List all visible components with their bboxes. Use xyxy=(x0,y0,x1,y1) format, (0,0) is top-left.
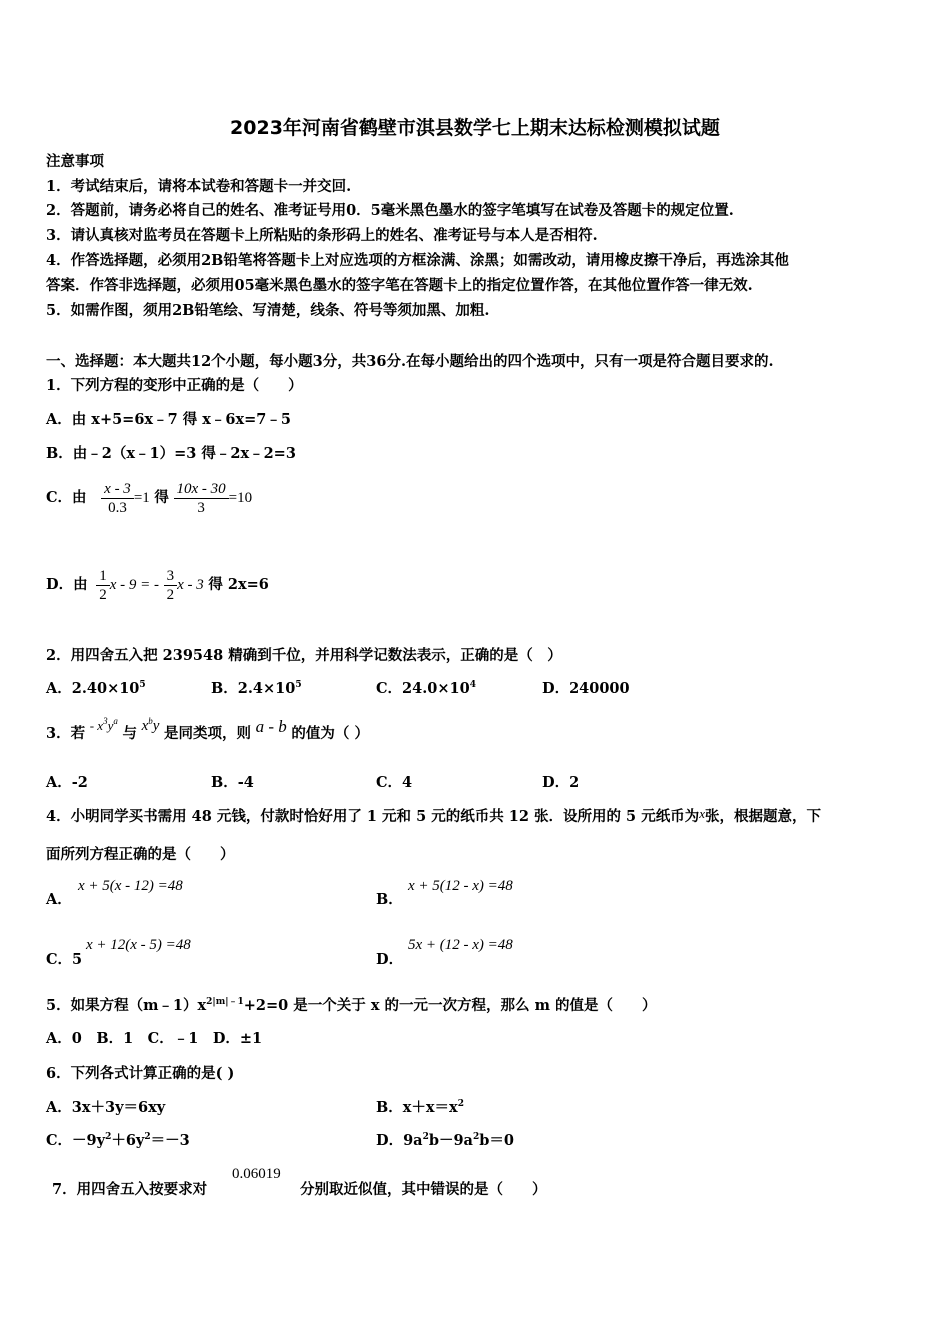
notice-item: 2．答题前，请务必将自己的姓名、准考证号用0．5毫米黑色墨水的签字笔填写在试卷及答题卡的规定位置. xyxy=(46,202,734,219)
q2-option-d: D．240000 xyxy=(542,680,630,697)
q6-c-b: ＋6y xyxy=(111,1132,145,1149)
notice-item: 4．作答选择题，必须用2B铅笔将答题卡上对应选项的方框涂满、涂黑；如需改动，请用橡皮擦干净后，再选涂其他 xyxy=(46,252,789,269)
q1-d-suffix: 得 2x=6 xyxy=(208,576,269,593)
q4-option-b-expr: x + 5(12 - x) =48 xyxy=(408,878,513,894)
q4-line1-b: 张，根据题意，下 xyxy=(704,808,821,825)
q4-option-a-label: A． xyxy=(46,891,72,908)
q1-option-b: B．由﹣2（x﹣1）=3 得﹣2x﹣2=3 xyxy=(46,445,296,462)
q1-d-prefix: D．由 xyxy=(46,576,88,593)
q6-d-c: b＝0 xyxy=(479,1132,514,1149)
q1-d-f1-den: 2 xyxy=(99,586,107,603)
question-2-stem: 2．用四舍五入把 239548 精确到千位，并用科学记数法表示，正确的是（ ） xyxy=(46,647,562,664)
question-5-stem xyxy=(46,996,656,1016)
q3-option-d: D．2 xyxy=(542,774,580,791)
q1-d-f1-num: 1 xyxy=(96,567,110,586)
q3-and: 与 xyxy=(122,725,137,742)
q7-number: 0.06019 xyxy=(232,1166,281,1182)
q3-term1-mid: y xyxy=(107,718,114,733)
q6-d-a: D．9a xyxy=(376,1132,423,1149)
q1-c-f2-den: 3 xyxy=(197,499,205,516)
q3-term1-exp1: 3 xyxy=(103,716,108,726)
question-3-stem xyxy=(46,716,369,751)
q2-option-b xyxy=(211,679,302,699)
q3-term1-exp2: a xyxy=(113,716,118,726)
question-4-stem-cont: 面所列方程正确的是（ ） xyxy=(46,846,235,863)
q3-prefix: 3．若 xyxy=(46,725,86,742)
q6-c-exp1: 2 xyxy=(105,1132,112,1142)
q5-options: A．0 B．1 C．﹣1 D．±1 xyxy=(46,1030,263,1047)
question-1-stem: 1．下列方程的变形中正确的是（ ） xyxy=(46,377,303,394)
notice-heading: 注意事项 xyxy=(46,153,104,170)
q6-d-b: b－9a xyxy=(428,1132,473,1149)
q1-c-eq2: =10 xyxy=(228,490,253,506)
q2-a-exp: 5 xyxy=(139,680,146,690)
q6-option-a: A．3x＋3y＝6xy xyxy=(46,1099,166,1116)
q2-a-base: A．2.40×10 xyxy=(46,680,140,697)
q1-c-f2-num: 10x - 30 xyxy=(174,480,229,499)
q2-option-c xyxy=(376,679,476,699)
q3-term2-exp: b xyxy=(148,716,153,726)
q3-term2-base: x xyxy=(141,718,149,734)
q3-option-a: A．-2 xyxy=(46,774,88,791)
q4-option-d-expr: 5x + (12 - x) =48 xyxy=(408,937,513,953)
q4-option-c-expr: x + 12(x - 5) =48 xyxy=(86,937,191,953)
section-header: 一、选择题：本大题共12个小题，每小题3分，共36分.在每小题给出的四个选项中，只有一项是符合题目要求的. xyxy=(46,353,774,370)
notice-item: 3．请认真核对监考员在答题卡上所粘贴的条形码上的姓名、准考证号与本人是否相符. xyxy=(46,227,598,244)
q6-b-base: B．x＋x＝x xyxy=(376,1099,458,1116)
q1-option-a: A．由 x+5=6x﹣7 得 x﹣6x=7﹣5 xyxy=(46,411,291,428)
page-title: 2023年河南省鹤壁市淇县数学七上期末达标检测模拟试题 xyxy=(230,117,720,139)
q1-d-f2-num: 3 xyxy=(164,567,178,586)
q1-option-d xyxy=(46,565,269,605)
q1-d-fraction-1 xyxy=(96,567,110,604)
q1-c-fraction-2 xyxy=(174,480,229,517)
question-7-prefix: 7．用四舍五入按要求对 xyxy=(52,1181,208,1198)
question-7-suffix: 分别取近似值，其中错误的是（ ） xyxy=(300,1181,547,1198)
q4-option-c-label: C．5 xyxy=(46,951,83,968)
q3-option-b: B．-4 xyxy=(211,774,254,791)
q4-option-d-label: D． xyxy=(376,951,404,968)
q5-stem-exp: 2|m|﹣1 xyxy=(206,997,244,1007)
q1-d-f2-den: 2 xyxy=(166,586,175,603)
q1-d-tail-expr: x - 3 xyxy=(177,577,204,593)
q6-c-a: C．－9y xyxy=(46,1132,106,1149)
q4-var-x: x xyxy=(699,806,705,821)
q6-option-c xyxy=(46,1131,190,1151)
q1-c-prefix: C．由 xyxy=(46,489,87,506)
q3-expr: a - b xyxy=(255,717,287,736)
q4-option-b-label: B． xyxy=(376,891,403,908)
q6-d-exp1: 2 xyxy=(422,1132,429,1142)
q2-c-exp: 4 xyxy=(469,680,476,690)
q6-option-b xyxy=(376,1098,464,1118)
q1-c-f1-num: x - 3 xyxy=(101,480,134,499)
q1-c-fraction-1 xyxy=(101,480,134,517)
q2-c-base: C．24.0×10 xyxy=(376,680,470,697)
q3-term1-base: - x xyxy=(89,718,104,733)
q3-middle: 是同类项，则 xyxy=(164,725,252,742)
q6-c-c: ＝－3 xyxy=(150,1132,190,1149)
q6-b-exp: 2 xyxy=(457,1099,464,1109)
q5-stem-a: 5．如果方程（m﹣1）x xyxy=(46,997,207,1014)
q3-term1 xyxy=(90,718,118,733)
q3-suffix: 的值为（ ） xyxy=(291,725,369,742)
q3-term2-tail: y xyxy=(152,718,160,734)
q3-term2 xyxy=(142,718,160,734)
q2-b-exp: 5 xyxy=(295,680,302,690)
q6-d-exp2: 2 xyxy=(472,1132,480,1142)
q6-option-d xyxy=(376,1131,514,1151)
question-6-stem: 6．下列各式计算正确的是( ) xyxy=(46,1065,235,1082)
q3-option-c: C．4 xyxy=(376,774,413,791)
q4-option-a-expr: x + 5(x - 12) =48 xyxy=(78,878,183,894)
q4-line1-a: 4．小明同学买书需用 48 元钱，付款时恰好用了 1 元和 5 元的纸币共 12 张．设所用的 5 元纸币为 xyxy=(46,808,700,825)
q2-b-base: B．2.4×10 xyxy=(211,680,296,697)
notice-item: 1．考试结束后，请将本试卷和答题卡一并交回. xyxy=(46,178,352,195)
q1-c-f1-den: 0.3 xyxy=(108,499,127,516)
q1-d-mid-expr: x - 9 = - xyxy=(109,577,159,593)
q1-c-eq1: =1 xyxy=(133,490,150,506)
q2-option-a xyxy=(46,679,146,699)
notice-item: 答案．作答非选择题，必须用05毫米黑色墨水的签字笔在答题卡上的指定位置作答，在其他位置作答一律无效. xyxy=(46,277,753,294)
q1-option-c xyxy=(46,478,252,518)
notice-item: 5．如需作图，须用2B铅笔绘、写清楚，线条、符号等须加黑、加粗. xyxy=(46,302,490,319)
q6-c-exp2: 2 xyxy=(144,1132,151,1142)
q1-c-mid: 得 xyxy=(154,489,169,506)
q5-stem-b: +2=0 是一个关于 x 的一元一次方程，那么 m 的值是（ ） xyxy=(243,997,657,1014)
question-4-stem xyxy=(46,807,821,827)
q1-d-fraction-2 xyxy=(164,567,178,604)
